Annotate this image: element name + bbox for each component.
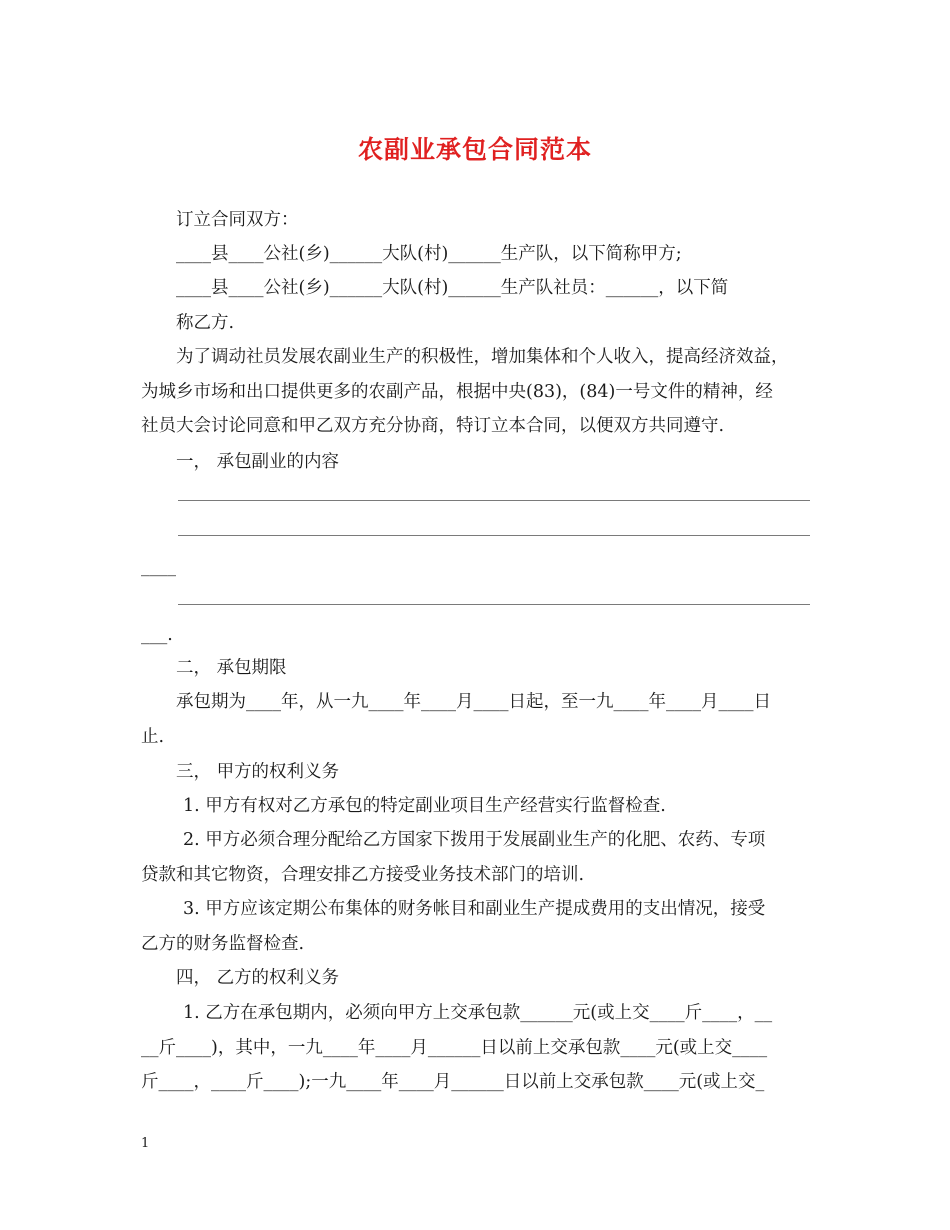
preamble-line-3: 社员大会讨论同意和甲乙双方充分协商，特订立本合同，以便双方共同遵守. <box>141 416 725 436</box>
page-number: 1 <box>141 1136 150 1151</box>
clause-4-1-cont-1: __斤____)，其中，一九____年____月______日以前上交承包款____元(或上交____ <box>141 1038 768 1058</box>
fill-in-line-end-1: ____ <box>141 557 176 577</box>
clause-4-1-cont-2: 斤____，____斤____);一九____年____月______日以前上交承包款____元(或上交_ <box>141 1072 765 1092</box>
section-2-heading: 二， 承包期限 <box>176 658 287 678</box>
section-4-heading: 四， 乙方的权利义务 <box>176 968 340 988</box>
section-1-heading: 一， 承包副业的内容 <box>176 452 340 472</box>
parties-heading: 订立合同双方： <box>176 210 299 230</box>
preamble-line-1: 为了调动社员发展农副业生产的积极性，增加集体和个人收入，提高经济效益， <box>176 347 789 367</box>
clause-3-2: 2. 甲方必须合理分配给乙方国家下拨用于发展副业生产的化肥、农药、专项 <box>183 830 766 850</box>
party-b-line-cont: 称乙方. <box>176 313 235 333</box>
clause-3-3: 3. 甲方应该定期公布集体的财务帐目和副业生产提成费用的支出情况，接受 <box>183 899 766 919</box>
party-b-line: ____县____公社(乡)______大队(村)______生产队社员：______，以下简 <box>176 278 729 298</box>
fill-in-rule-2 <box>178 535 810 536</box>
preamble-line-2: 为城乡市场和出口提供更多的农副产品，根据中央(83)，(84)一号文件的精神，经 <box>141 382 773 402</box>
party-a-line: ____县____公社(乡)______大队(村)______生产队，以下简称甲方; <box>176 244 682 264</box>
clause-3-3-cont: 乙方的财务监督检查. <box>141 934 305 954</box>
fill-in-line-end-2: ___. <box>141 625 173 645</box>
term-line-1: 承包期为____年，从一九____年____月____日起，至一九____年____月____日 <box>176 692 771 712</box>
clause-4-1: 1. 乙方在承包期内，必须向甲方上交承包款______元(或上交____斤____，__ <box>183 1003 773 1023</box>
document-title: 农副业承包合同范本 <box>357 135 592 164</box>
clause-3-2-cont: 贷款和其它物资，合理安排乙方接受业务技术部门的培训. <box>141 865 585 885</box>
fill-in-rule-1 <box>178 500 810 501</box>
section-3-heading: 三， 甲方的权利义务 <box>176 762 340 782</box>
fill-in-rule-3 <box>178 604 810 605</box>
clause-3-1: 1. 甲方有权对乙方承包的特定副业项目生产经营实行监督检查. <box>183 796 666 816</box>
term-line-2: 止. <box>141 727 165 747</box>
